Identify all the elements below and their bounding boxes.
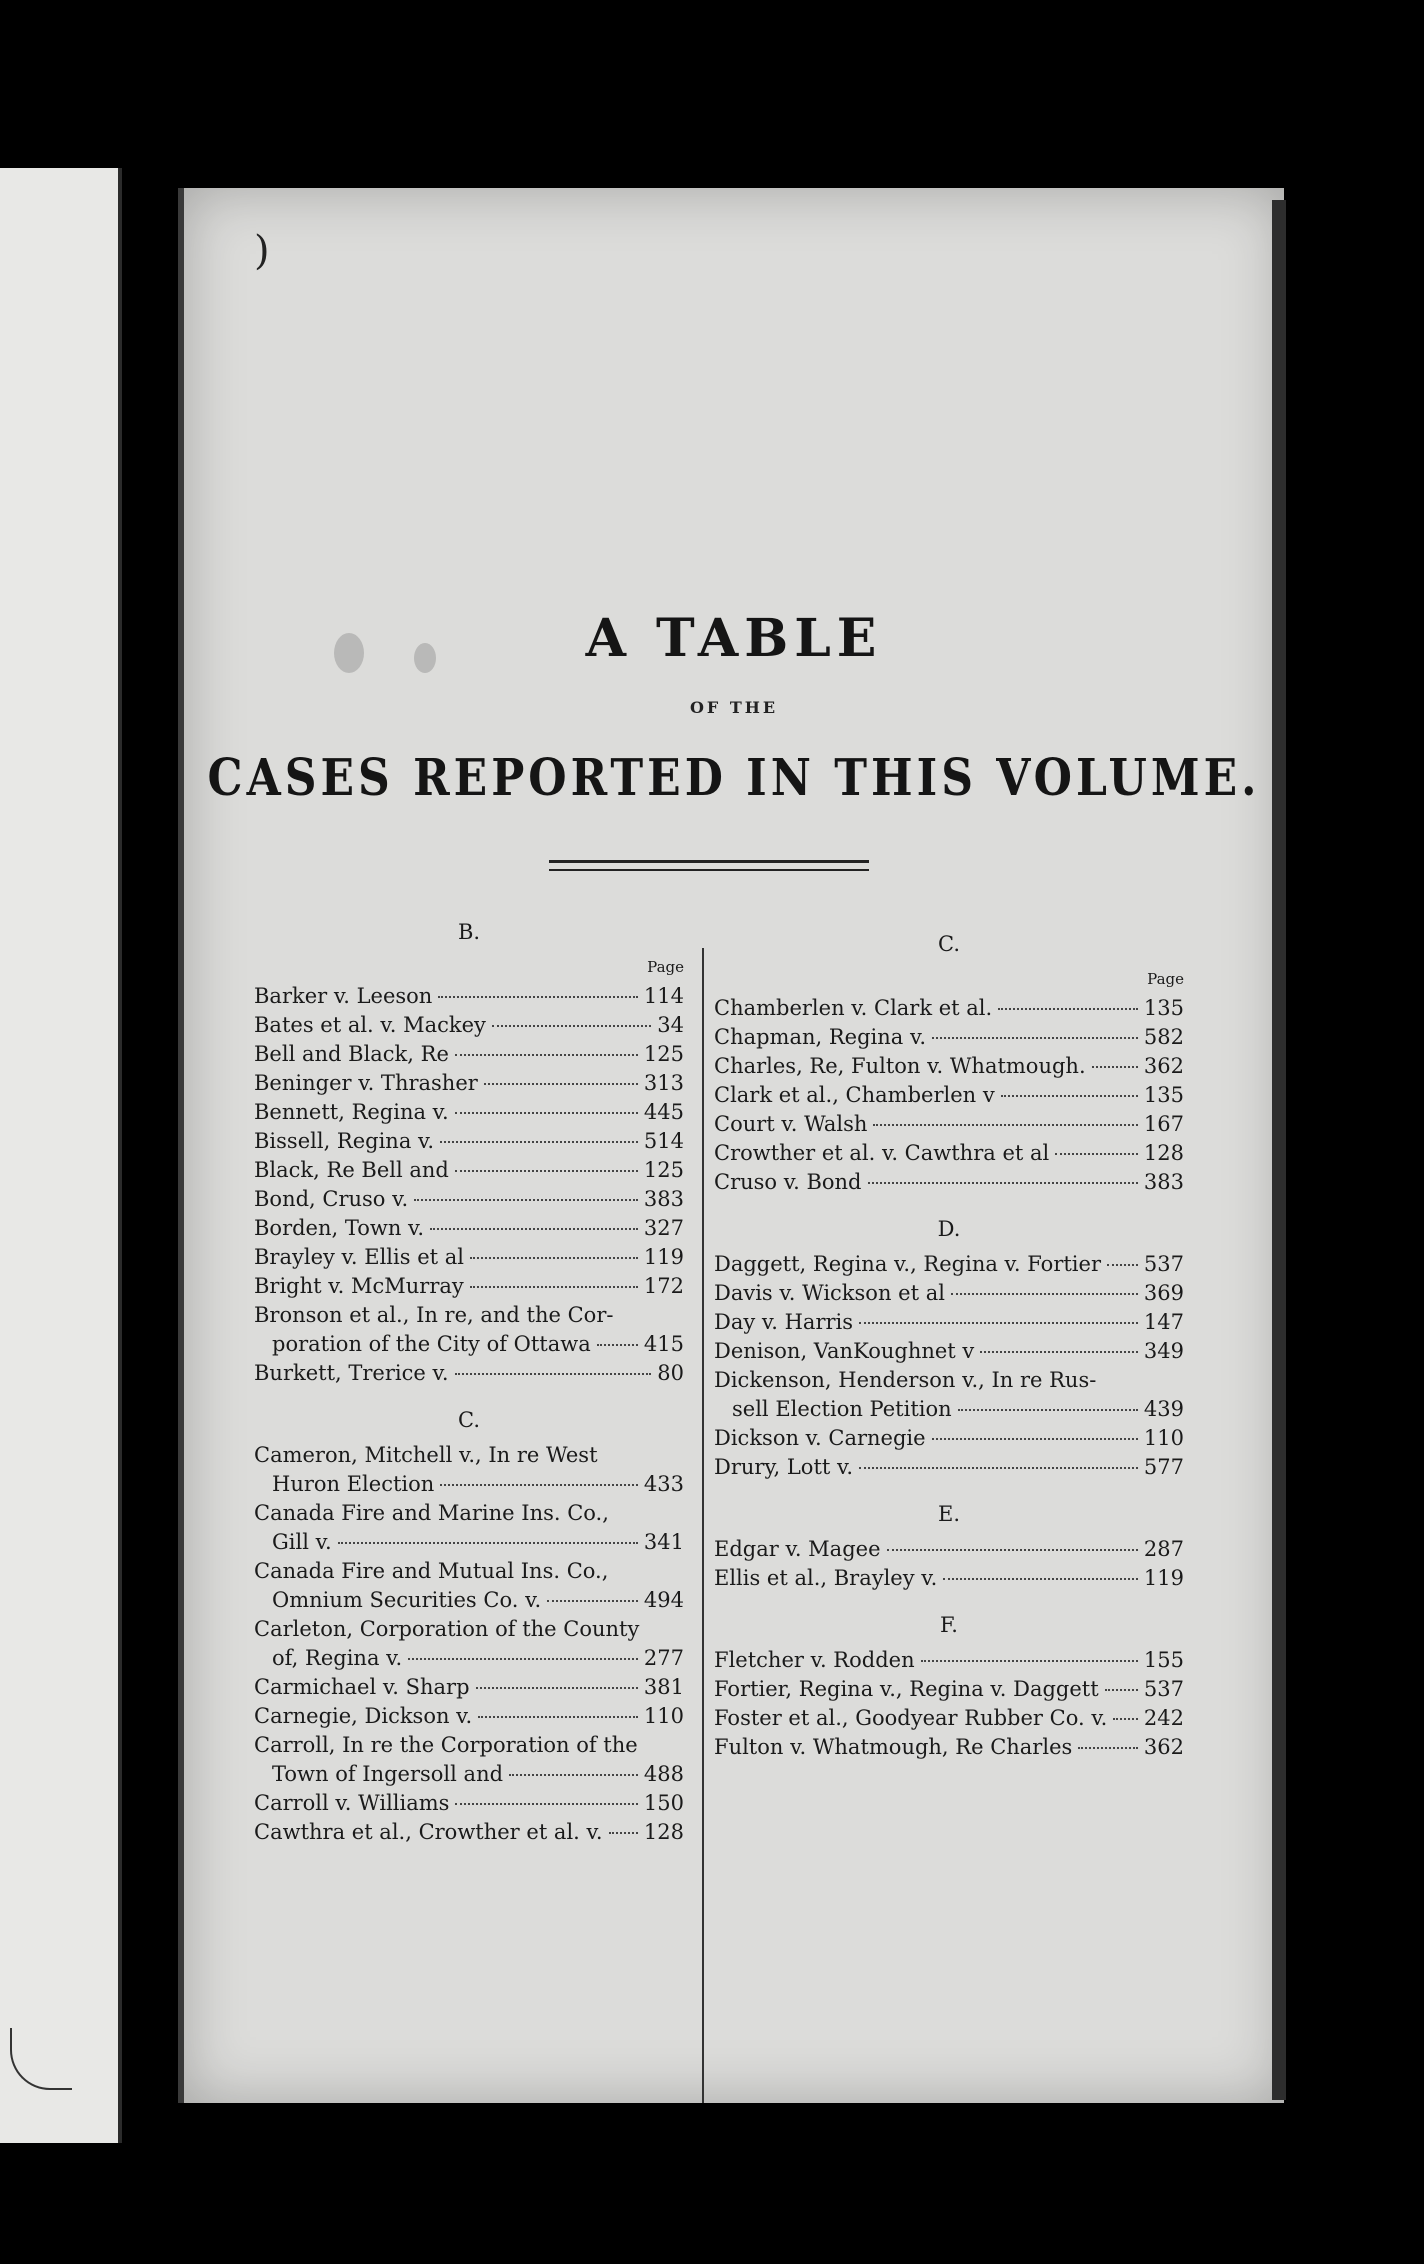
index-entry bbox=[714, 1023, 1184, 1052]
index-entry bbox=[254, 1731, 684, 1789]
dot-leader bbox=[868, 1182, 1138, 1184]
index-entry bbox=[714, 994, 1184, 1023]
page-number: 287 bbox=[1143, 1537, 1184, 1561]
index-entry bbox=[254, 1156, 684, 1185]
case-name: Foster et al., Goodyear Rubber Co. v. bbox=[714, 1706, 1108, 1730]
index-entry bbox=[254, 1011, 684, 1040]
page-number: 125 bbox=[643, 1042, 684, 1066]
index-entry bbox=[254, 1272, 684, 1301]
dot-leader bbox=[455, 1054, 638, 1056]
page-number: 167 bbox=[1143, 1112, 1184, 1136]
dot-leader bbox=[492, 1025, 651, 1027]
dot-leader bbox=[470, 1286, 638, 1288]
section-letter: C. bbox=[938, 932, 960, 956]
case-name: Bond, Cruso v. bbox=[254, 1187, 409, 1211]
page-number: 494 bbox=[643, 1588, 684, 1612]
dot-leader bbox=[509, 1774, 638, 1776]
index-entry bbox=[254, 1040, 684, 1069]
page-number: 150 bbox=[643, 1791, 684, 1815]
section-letter: C. bbox=[458, 1408, 480, 1432]
case-name: Brayley v. Ellis et al bbox=[254, 1245, 464, 1269]
page-number: 381 bbox=[643, 1675, 684, 1699]
page-edge bbox=[1272, 200, 1286, 2100]
dot-leader bbox=[438, 996, 638, 998]
case-name: Bennett, Regina v. bbox=[254, 1100, 449, 1124]
case-name: Bissell, Regina v. bbox=[254, 1129, 435, 1153]
index-entry bbox=[254, 1702, 684, 1731]
index-entry bbox=[714, 1139, 1184, 1168]
dot-leader bbox=[547, 1600, 638, 1602]
page-column-header: Page bbox=[647, 958, 684, 976]
case-name: Cawthra et al., Crowther et al. v. bbox=[254, 1820, 603, 1844]
index-entry bbox=[254, 1243, 684, 1272]
facing-page-mark bbox=[10, 2028, 72, 2090]
dot-leader bbox=[440, 1484, 638, 1486]
case-name: Fulton v. Whatmough, Re Charles bbox=[714, 1735, 1073, 1759]
case-name: Chamberlen v. Clark et al. bbox=[714, 996, 993, 1020]
page-number: 445 bbox=[643, 1100, 684, 1124]
index-section bbox=[254, 918, 684, 1388]
index-entry bbox=[254, 1069, 684, 1098]
dot-leader bbox=[455, 1112, 638, 1114]
right-column bbox=[714, 930, 1184, 1762]
pencil-mark: ) bbox=[254, 228, 270, 274]
page-number: 135 bbox=[1143, 1083, 1184, 1107]
page-subtitle: CASES REPORTED IN THIS VOLUME. bbox=[207, 749, 1261, 808]
dot-leader bbox=[455, 1170, 638, 1172]
page-number: 582 bbox=[1143, 1025, 1184, 1049]
page-number: 327 bbox=[643, 1216, 684, 1240]
dot-leader bbox=[455, 1803, 637, 1805]
column-divider bbox=[702, 948, 704, 2103]
facing-page-edge bbox=[0, 168, 122, 2143]
page-number: 277 bbox=[643, 1646, 684, 1670]
case-name: Beninger v. Thrasher bbox=[254, 1071, 478, 1095]
index-entry bbox=[254, 1359, 684, 1388]
case-name: Cameron, Mitchell v., In re West bbox=[254, 1443, 598, 1467]
dot-leader bbox=[414, 1199, 638, 1201]
dot-leader bbox=[1092, 1066, 1138, 1068]
index-entry bbox=[254, 982, 684, 1011]
case-name: Carroll, In re the Corporation of the bbox=[254, 1733, 638, 1757]
index-entry bbox=[254, 1214, 684, 1243]
dot-leader bbox=[958, 1409, 1138, 1411]
dot-leader bbox=[932, 1037, 1138, 1039]
index-entry bbox=[714, 1535, 1184, 1564]
case-name-continuation-line bbox=[254, 1760, 684, 1789]
dot-leader bbox=[859, 1322, 1138, 1324]
index-entry bbox=[254, 1098, 684, 1127]
case-name: Edgar v. Magee bbox=[714, 1537, 881, 1561]
dot-leader bbox=[951, 1293, 1138, 1295]
dot-leader bbox=[478, 1716, 638, 1718]
page-number: 80 bbox=[657, 1361, 684, 1385]
dot-leader bbox=[943, 1578, 1138, 1580]
case-name-continuation-line bbox=[254, 1528, 684, 1557]
dot-leader bbox=[1113, 1718, 1138, 1720]
case-name: Carnegie, Dickson v. bbox=[254, 1704, 473, 1728]
case-name: Fletcher v. Rodden bbox=[714, 1648, 915, 1672]
case-name-continuation: sell Election Petition bbox=[732, 1397, 952, 1421]
index-section bbox=[714, 1593, 1184, 1762]
index-entry bbox=[714, 1308, 1184, 1337]
title-connector: OF THE bbox=[689, 698, 779, 717]
page-number: 488 bbox=[643, 1762, 684, 1786]
section-letter: F. bbox=[940, 1613, 958, 1637]
page-number: 341 bbox=[643, 1530, 684, 1554]
case-name-continuation: Gill v. bbox=[272, 1530, 332, 1554]
index-entry bbox=[714, 1453, 1184, 1482]
index-entry bbox=[714, 1250, 1184, 1279]
case-name: Bronson et al., In re, and the Cor- bbox=[254, 1303, 614, 1327]
dot-leader bbox=[887, 1549, 1138, 1551]
case-name: Borden, Town v. bbox=[254, 1216, 425, 1240]
case-name: Burkett, Trerice v. bbox=[254, 1361, 449, 1385]
index-section bbox=[714, 1197, 1184, 1482]
page-column-header: Page bbox=[1147, 970, 1184, 988]
page-number: 537 bbox=[1143, 1677, 1184, 1701]
dot-leader bbox=[932, 1438, 1138, 1440]
section-gap bbox=[714, 1593, 1184, 1611]
case-name: Carroll v. Williams bbox=[254, 1791, 450, 1815]
page-number: 383 bbox=[1143, 1170, 1184, 1194]
page-number: 362 bbox=[1143, 1054, 1184, 1078]
case-name: Drury, Lott v. bbox=[714, 1455, 854, 1479]
left-column bbox=[254, 918, 684, 1847]
index-section bbox=[714, 1482, 1184, 1593]
case-name: Denison, VanKoughnet v bbox=[714, 1339, 975, 1363]
case-name: Davis v. Wickson et al bbox=[714, 1281, 945, 1305]
index-entry bbox=[714, 1646, 1184, 1675]
index-entry bbox=[254, 1185, 684, 1214]
index-entry bbox=[254, 1441, 684, 1499]
page-number: 172 bbox=[643, 1274, 684, 1298]
index-entry bbox=[714, 1424, 1184, 1453]
case-name: Crowther et al. v. Cawthra et al bbox=[714, 1141, 1050, 1165]
dot-leader bbox=[440, 1141, 638, 1143]
page-number: 415 bbox=[643, 1332, 684, 1356]
case-name-continuation-line bbox=[254, 1644, 684, 1673]
index-entry bbox=[254, 1127, 684, 1156]
case-name-continuation-line bbox=[254, 1470, 684, 1499]
page-number: 242 bbox=[1143, 1706, 1184, 1730]
page-number: 537 bbox=[1143, 1252, 1184, 1276]
case-name: Barker v. Leeson bbox=[254, 984, 433, 1008]
section-letter: E. bbox=[937, 1502, 960, 1526]
page-number: 155 bbox=[1143, 1648, 1184, 1672]
dot-leader bbox=[476, 1687, 638, 1689]
index-entry bbox=[714, 1081, 1184, 1110]
index-entry bbox=[714, 1052, 1184, 1081]
page-title: A TABLE bbox=[585, 608, 883, 669]
index-entry bbox=[714, 1704, 1184, 1733]
page-number: 114 bbox=[643, 984, 684, 1008]
case-name: Dickenson, Henderson v., In re Rus- bbox=[714, 1368, 1097, 1392]
index-entry bbox=[714, 1366, 1184, 1424]
dot-leader bbox=[338, 1542, 638, 1544]
case-name: Carmichael v. Sharp bbox=[254, 1675, 470, 1699]
case-name: Charles, Re, Fulton v. Whatmough. bbox=[714, 1054, 1086, 1078]
case-name: Bell and Black, Re bbox=[254, 1042, 449, 1066]
index-entry bbox=[714, 1110, 1184, 1139]
case-name: Canada Fire and Marine Ins. Co., bbox=[254, 1501, 609, 1525]
index-entry bbox=[714, 1564, 1184, 1593]
index-entry bbox=[254, 1789, 684, 1818]
index-section bbox=[714, 930, 1184, 1197]
dot-leader bbox=[408, 1658, 638, 1660]
dot-leader bbox=[455, 1373, 652, 1375]
section-gap bbox=[714, 1482, 1184, 1500]
dot-leader bbox=[484, 1083, 638, 1085]
index-entry bbox=[714, 1733, 1184, 1762]
index-entry bbox=[254, 1818, 684, 1847]
page-number: 135 bbox=[1143, 996, 1184, 1020]
index-entry bbox=[254, 1557, 684, 1615]
page-number: 313 bbox=[643, 1071, 684, 1095]
case-name: Bates et al. v. Mackey bbox=[254, 1013, 486, 1037]
page-number: 362 bbox=[1143, 1735, 1184, 1759]
case-name-continuation: poration of the City of Ottawa bbox=[272, 1332, 591, 1356]
case-name: Ellis et al., Brayley v. bbox=[714, 1566, 938, 1590]
case-name: Day v. Harris bbox=[714, 1310, 854, 1334]
dot-leader bbox=[1055, 1153, 1138, 1155]
index-entry bbox=[254, 1615, 684, 1673]
case-name-continuation: of, Regina v. bbox=[272, 1646, 403, 1670]
dot-leader bbox=[430, 1228, 638, 1230]
case-name-continuation-line bbox=[254, 1586, 684, 1615]
dot-leader bbox=[998, 1008, 1138, 1010]
case-name-continuation: Omnium Securities Co. v. bbox=[272, 1588, 542, 1612]
dot-leader bbox=[1001, 1095, 1138, 1097]
case-name: Clark et al., Chamberlen v bbox=[714, 1083, 995, 1107]
index-entry bbox=[254, 1673, 684, 1702]
page-number: 34 bbox=[657, 1013, 684, 1037]
dot-leader bbox=[1107, 1264, 1138, 1266]
index-entry bbox=[254, 1499, 684, 1557]
case-name-continuation: Town of Ingersoll and bbox=[272, 1762, 504, 1786]
case-name: Carleton, Corporation of the County bbox=[254, 1617, 640, 1641]
dot-leader bbox=[597, 1344, 638, 1346]
index-entry bbox=[714, 1337, 1184, 1366]
page-number: 383 bbox=[643, 1187, 684, 1211]
index-entry bbox=[714, 1279, 1184, 1308]
dot-leader bbox=[1105, 1689, 1138, 1691]
dot-leader bbox=[859, 1467, 1138, 1469]
index-entry bbox=[714, 1675, 1184, 1704]
dot-leader bbox=[873, 1124, 1137, 1126]
page-number: 433 bbox=[643, 1472, 684, 1496]
section-gap bbox=[254, 1388, 684, 1406]
page-number: 119 bbox=[643, 1245, 684, 1269]
dot-leader bbox=[609, 1832, 638, 1834]
case-name-continuation: Huron Election bbox=[272, 1472, 435, 1496]
page-number: 577 bbox=[1143, 1455, 1184, 1479]
dot-leader bbox=[980, 1351, 1138, 1353]
case-name: Fortier, Regina v., Regina v. Daggett bbox=[714, 1677, 1099, 1701]
page-number: 147 bbox=[1143, 1310, 1184, 1334]
title-rule bbox=[549, 860, 869, 871]
page-number: 369 bbox=[1143, 1281, 1184, 1305]
section-letter: B. bbox=[457, 920, 481, 944]
case-name: Court v. Walsh bbox=[714, 1112, 868, 1136]
section-letter: D. bbox=[937, 1217, 961, 1241]
page-number: 110 bbox=[1143, 1426, 1184, 1450]
page-number: 110 bbox=[643, 1704, 684, 1728]
page-number: 439 bbox=[1143, 1397, 1184, 1421]
index-entry bbox=[254, 1301, 684, 1359]
case-name-continuation-line bbox=[714, 1395, 1184, 1424]
index-section bbox=[254, 1388, 684, 1847]
case-name: Dickson v. Carnegie bbox=[714, 1426, 926, 1450]
case-name: Bright v. McMurray bbox=[254, 1274, 464, 1298]
page-number: 119 bbox=[1143, 1566, 1184, 1590]
page-number: 125 bbox=[643, 1158, 684, 1182]
page-number: 128 bbox=[1143, 1141, 1184, 1165]
section-gap bbox=[714, 1197, 1184, 1215]
page-number: 349 bbox=[1143, 1339, 1184, 1363]
case-name: Black, Re Bell and bbox=[254, 1158, 449, 1182]
case-name-continuation-line bbox=[254, 1330, 684, 1359]
book-page bbox=[178, 188, 1284, 2103]
dot-leader bbox=[1078, 1747, 1138, 1749]
case-name: Daggett, Regina v., Regina v. Fortier bbox=[714, 1252, 1101, 1276]
case-name: Cruso v. Bond bbox=[714, 1170, 862, 1194]
index-entry bbox=[714, 1168, 1184, 1197]
case-name: Chapman, Regina v. bbox=[714, 1025, 927, 1049]
case-name: Canada Fire and Mutual Ins. Co., bbox=[254, 1559, 609, 1583]
dot-leader bbox=[921, 1660, 1138, 1662]
page-number: 128 bbox=[643, 1820, 684, 1844]
dot-leader bbox=[470, 1257, 638, 1259]
page-number: 514 bbox=[643, 1129, 684, 1153]
